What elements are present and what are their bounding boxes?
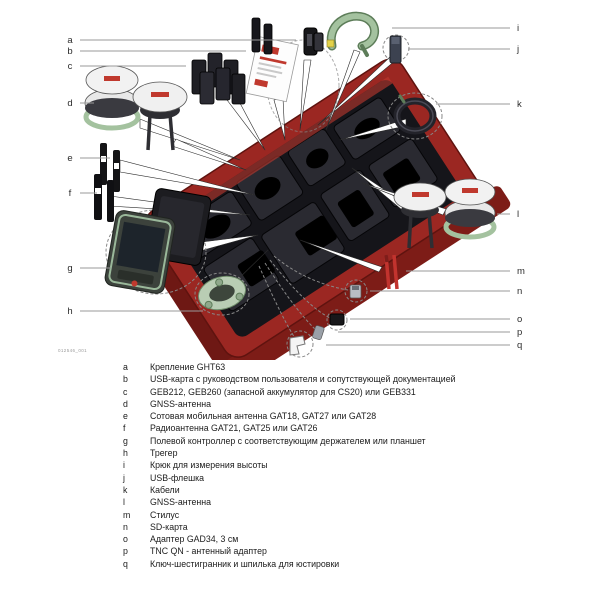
callout-letter-m: m — [517, 266, 525, 277]
legend-text: Радиоантенна GAT21, GAT25 или GAT26 — [150, 423, 318, 434]
legend-row-q — [123, 558, 503, 570]
legend-list — [123, 361, 503, 570]
legend-letter: k — [123, 484, 128, 495]
legend-row-i — [123, 459, 503, 471]
legend-text: Трегер — [150, 448, 178, 459]
callout-letter-i: i — [517, 23, 520, 34]
legend-letter: p — [123, 546, 128, 557]
legend-row-l — [123, 496, 503, 508]
legend-row-a — [123, 361, 503, 373]
legend-text: USB-карта с руководством пользователя и сопутствующей документацией — [150, 374, 456, 385]
legend-text: Сотовая мобильная антенна GAT18, GAT27 или GAT28 — [150, 411, 377, 422]
legend-text: Полевой контроллер с соответствующим держателем или планшет — [150, 435, 426, 446]
legend-letter: h — [123, 448, 128, 459]
legend-text: Адаптер GAD34, 3 см — [150, 534, 239, 545]
legend-row-b — [123, 373, 503, 385]
callout-letter-b: b — [67, 46, 73, 57]
legend-row-f — [123, 422, 503, 434]
callout-letter-l: l — [517, 209, 520, 220]
callout-letter-k: k — [517, 99, 522, 110]
gnss-antenna-stack-left — [85, 66, 139, 128]
legend-row-d — [123, 398, 503, 410]
legend-text: GEB212, GEB260 (запасной аккумулятор для CS20) или GEB331 — [150, 386, 416, 397]
legend-row-m — [123, 509, 503, 521]
usb-flash-drive — [390, 36, 401, 63]
callout-letter-n: n — [517, 286, 523, 297]
legend-row-h — [123, 447, 503, 459]
legend-text: Крюк для измерения высоты — [150, 460, 268, 471]
callout-letter-o: o — [517, 314, 523, 325]
gad34-adapter — [330, 314, 344, 325]
callout-letter-e: e — [67, 153, 73, 164]
legend-letter: f — [123, 423, 126, 434]
legend-text: TNC QN - антенный адаптер — [150, 546, 267, 557]
legend-row-p — [123, 545, 503, 557]
hex-key — [290, 336, 305, 355]
legend-letter: g — [123, 435, 128, 446]
callout-letter-j: j — [517, 44, 520, 55]
legend-letter: l — [123, 497, 125, 508]
ght63-bracket — [304, 28, 323, 55]
legend-letter: i — [123, 460, 125, 471]
sd-card — [350, 285, 361, 298]
legend-text: Стилус — [150, 509, 180, 520]
legend-text: Кабели — [150, 484, 180, 495]
legend-text: GNSS-антенна — [150, 497, 212, 508]
legend-text: Крепление GHT63 — [150, 362, 226, 372]
legend-letter: q — [123, 558, 128, 569]
figure-id: 012546_001 — [58, 348, 88, 353]
legend-letter: e — [123, 411, 128, 422]
legend-row-n — [123, 521, 503, 533]
callout-letter-f: f — [68, 188, 72, 199]
legend-row-g — [123, 435, 503, 447]
legend-text: GNSS-антенна — [150, 398, 212, 409]
legend-row-o — [123, 533, 503, 545]
callout-letter-q: q — [517, 340, 523, 351]
legend-letter: j — [123, 472, 125, 483]
legend-text: SD-карта — [150, 521, 188, 532]
legend-text: USB-флешка — [150, 472, 205, 483]
legend-row-j — [123, 472, 503, 484]
legend-row-e — [123, 410, 503, 422]
height-hook — [327, 16, 375, 55]
legend-letter: a — [123, 362, 128, 372]
callout-letter-g: g — [67, 263, 73, 274]
legend-letter: o — [123, 534, 128, 545]
callout-letter-c: c — [67, 61, 73, 72]
legend-text: Ключ-шестигранник и шпилька для юстировки — [150, 558, 340, 569]
callout-letter-p: p — [517, 327, 523, 338]
callout-letter-a: a — [67, 35, 73, 46]
legend-letter: n — [123, 521, 128, 532]
legend-row-c — [123, 386, 503, 398]
legend-letter: d — [123, 398, 128, 409]
legend-letter: b — [123, 374, 128, 385]
callout-letter-d: d — [67, 98, 73, 109]
legend-row-k — [123, 484, 503, 496]
legend-letter: m — [123, 509, 131, 520]
callout-letter-h: h — [67, 306, 73, 317]
legend-letter: c — [123, 386, 128, 397]
